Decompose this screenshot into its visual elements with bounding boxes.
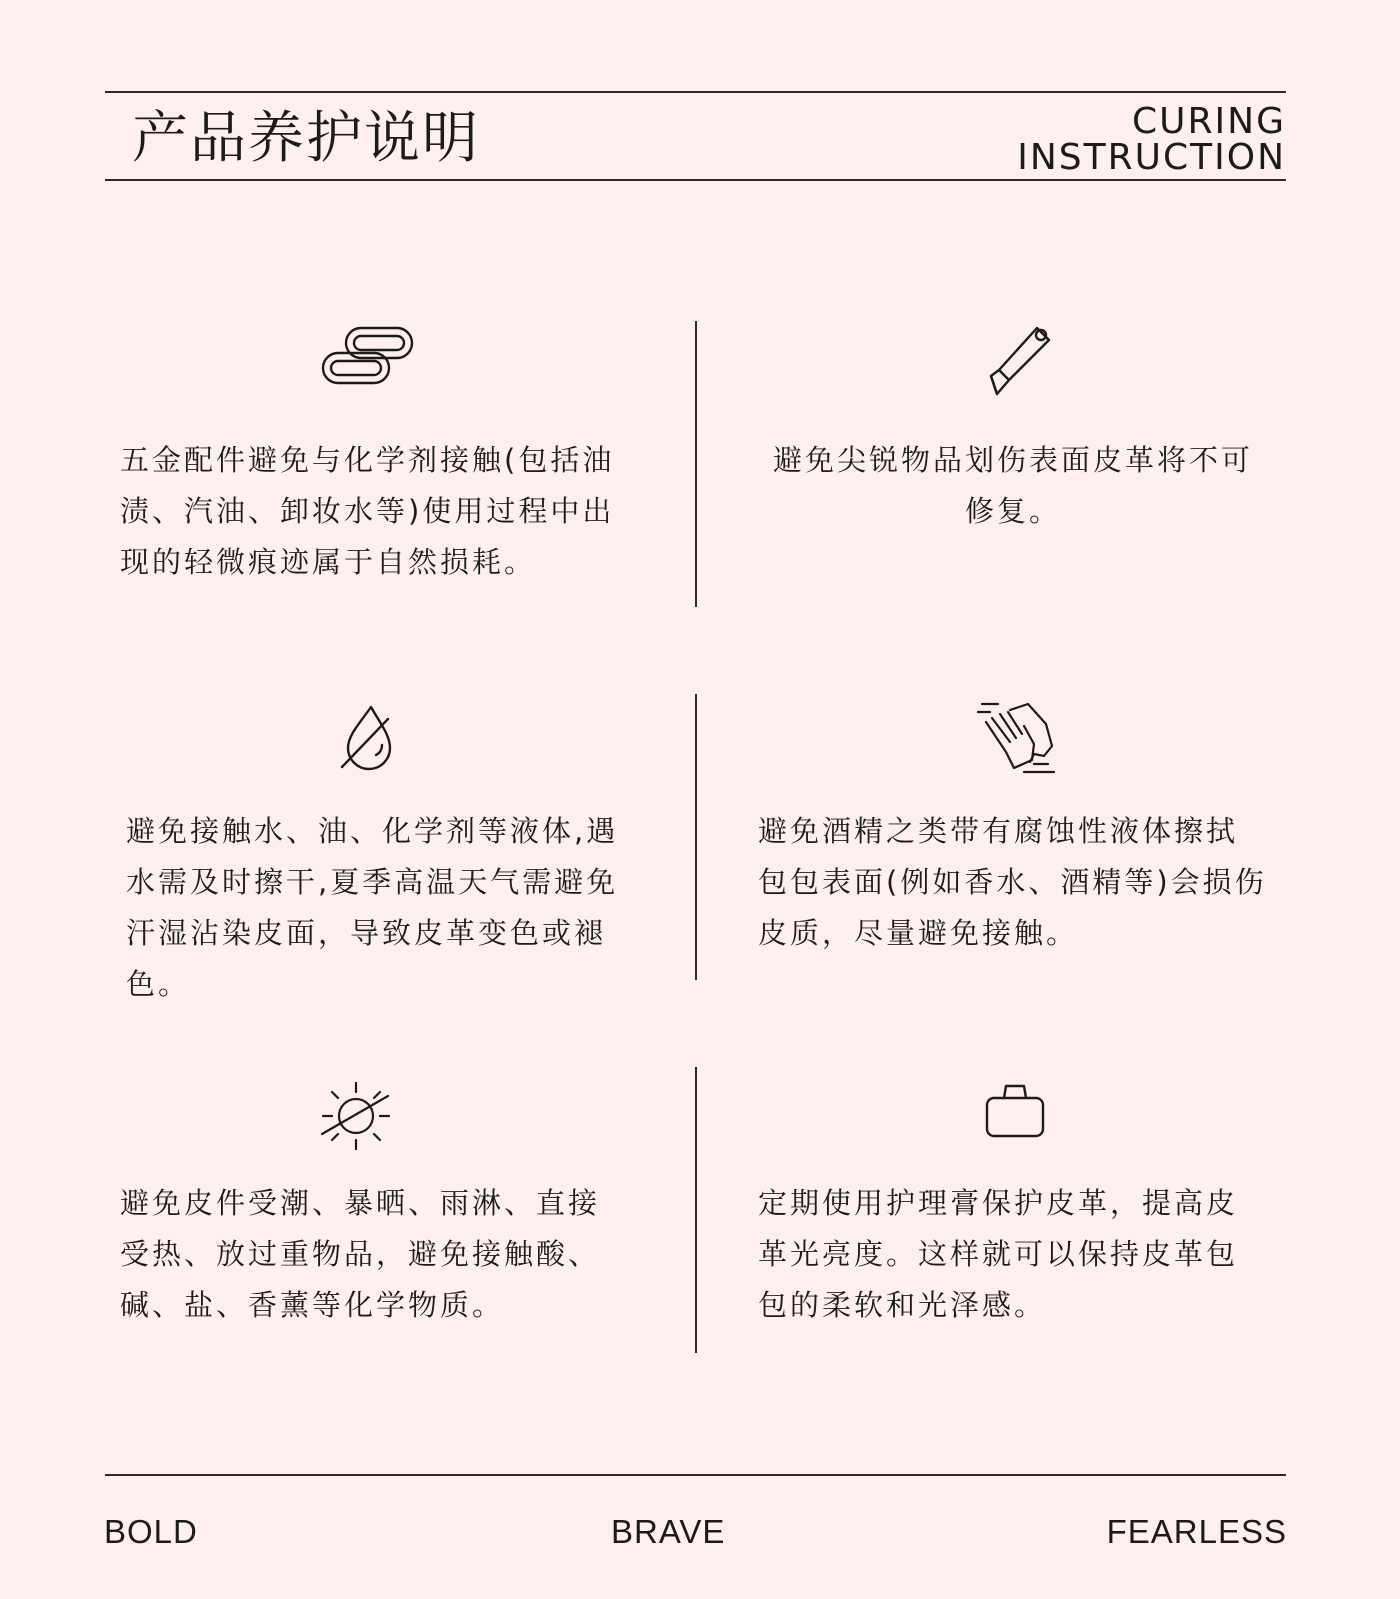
page-title-english	[1017, 101, 1286, 178]
footer-rule	[105, 1474, 1286, 1476]
header-top-rule	[105, 91, 1286, 93]
page-title: 产品养护说明	[132, 106, 480, 171]
care-instruction-text-6: 定期使用护理膏保护皮革，提高皮革光亮度。这样就可以保持皮革包包的柔软和光泽感。	[758, 1186, 1239, 1322]
care-instruction-text-2: 避免尖锐物品划伤表面皮革将不可修复。	[772, 443, 1253, 528]
care-instruction-text-5: 避免皮件受潮、暴晒、雨淋、直接受热、放过重物品，避免接触酸、碱、盐、香薰等化学物质。	[120, 1186, 601, 1322]
chain-link-icon	[320, 325, 416, 387]
footer-word-right: FEARLESS	[1106, 1513, 1287, 1550]
title-en-line-2: INSTRUCTION	[1017, 137, 1286, 178]
care-instruction-text-1: 五金配件避免与化学剂接触(包括油渍、汽油、卸妆水等)使用过程中出现的轻微痕迹属于自然损耗。	[120, 443, 615, 579]
column-divider-1	[695, 321, 697, 607]
footer-word-center: BRAVE	[611, 1513, 726, 1550]
utility-knife-icon	[985, 322, 1055, 398]
care-instruction-text-3: 避免接触水、油、化学剂等液体,遇水需及时擦干,夏季高温天气需避免汗湿沾染皮面，导致皮革变色或褪色。	[126, 814, 619, 1001]
column-divider-3	[695, 1067, 697, 1353]
bag-icon	[984, 1082, 1046, 1140]
footer-word-left: BOLD	[104, 1513, 198, 1550]
column-divider-2	[695, 694, 697, 980]
care-instruction-text-4: 避免酒精之类带有腐蚀性液体擦拭包包表面(例如香水、酒精等)会损伤皮质，尽量避免接触。	[758, 814, 1267, 950]
header-bottom-rule	[105, 179, 1286, 181]
hand-wiping-icon	[976, 700, 1056, 780]
no-sun-icon	[320, 1080, 392, 1152]
title-en-line-1: CURING	[1132, 101, 1286, 142]
no-water-drop-icon	[338, 703, 398, 773]
